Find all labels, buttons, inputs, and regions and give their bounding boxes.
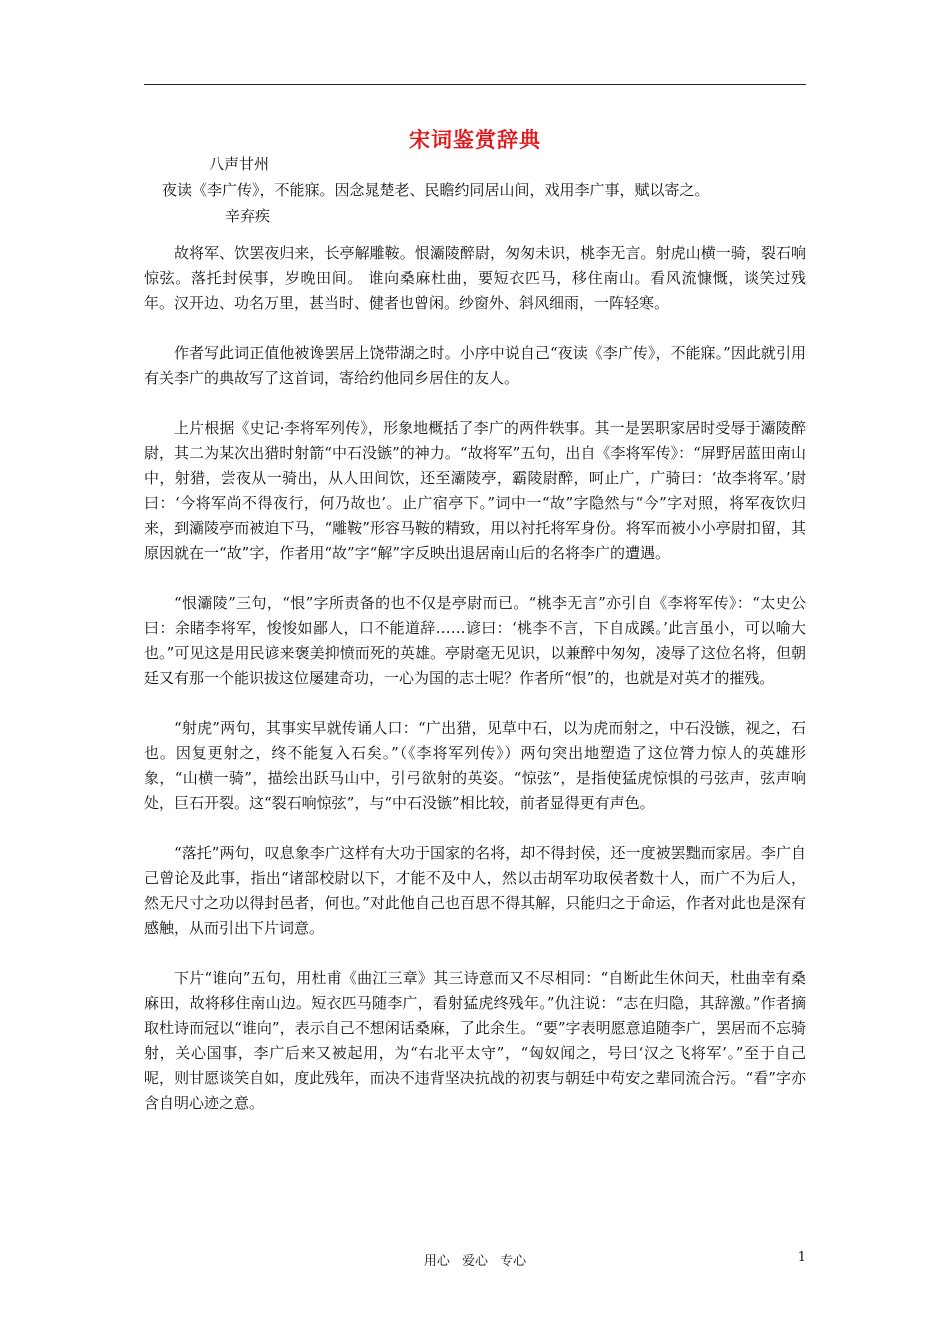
paragraph: “落托”两句，叹息象李广这样有大功于国家的名将，却不得封侯，还一度被罢黜而家居。李广自己曾论及此事，指出“诸部校尉以下，才能不及中人，然以击胡军功取侯者数十人，而广不为后人，然无尺寸之功以得封邑者，何也。”对此他自己也百思不得其解，只能归之于命运，作者对此也是深有感触，从而引出下片词意。 [144, 844, 806, 937]
page-number: 1 [797, 1250, 806, 1265]
paragraph: 作者写此词正值他被谗罢居上饶带湖之时。小序中说自己“夜读《李广传》，不能寐。”因此就引用有关李广的典故写了这首词，寄给约他同乡居住的友人。 [144, 344, 806, 387]
paragraph: 下片“谁向”五句，用杜甫《曲江三章》其三诗意而又不尽相同：“自断此生休问天，杜曲幸有桑麻田，故将移住南山边。短衣匹马随李广，看射猛虎终残年。”仇注说：“志在归隐，其辞激。”作者摘取杜诗而冠以“谁向”，表示自己不想闲话桑麻，了此余生。“要”字表明愿意追随李广，罢居而不忘骑射，关心国事，李广后来又被起用，为“右北平太守”，“匈奴闻之，号曰‘汉之飞将军’。”至于自己呢，则甘愿谈笑自如，度此残年，而决不违背坚决抗战的初衷与朝廷中苟安之辈同流合污。“看”字亦含自明心迹之意。 [144, 969, 806, 1112]
paragraph: “恨灞陵”三句，“恨”字所责备的也不仅是亭尉而已。“桃李无言”亦引自《李将军传》：“太史公曰：余睹李将军，悛悛如鄙人，口不能道辞……谚曰：‘桃李不言，下自成蹊。’此言虽小，可以喻大也。”可见这是用民谚来褒美抑愤而死的英雄。亭尉毫无见识，以兼醉中匆匆，凌辱了这位名将，但朝廷又有那一个能识拔这位屡建奇功，一心为国的志士呢？作者所“恨”的，也就是对英才的摧残。 [144, 594, 806, 687]
article-body [144, 241, 806, 1141]
header-rule [144, 84, 806, 85]
document-title: 宋词鉴赏辞典 [409, 127, 541, 152]
poem-tune: 八声甘州 [209, 155, 270, 173]
poem-author: 辛弃疾 [225, 207, 271, 225]
paragraph: “射虎”两句，其事实早就传诵人口：“广出猎，见草中石，以为虎而射之，中石没镞，视之，石也。因复更射之，终不能复入石矣。”（《李将军列传》）两句突出地塑造了这位膂力惊人的英雄形象，“山横一骑”，描绘出跃马山中，引弓欲射的英姿。“惊弦”，是指使猛虎惊惧的弓弦声，弦声响处，巨石开裂。这“裂石响惊弦”，与“中石没镞”相比较，前者显得更有声色。 [144, 719, 806, 812]
poem-preface: 夜读《李广传》，不能寐。因念晁楚老、民瞻约同居山间，戏用李广事，赋以寄之。 [162, 181, 710, 199]
paragraph: 上片根据《史记·李将军列传》，形象地概括了李广的两件轶事。其一是罢职家居时受辱于灞陵醉尉，其二为某次出猎时射箭“中石没镞”的神力。“故将军”五句，出自《李将军传》：“屏野居蓝田南山中，射猎，尝夜从一骑出，从人田间饮，还至灞陵亭，霸陵尉醉，呵止广，广骑曰：‘故李将军。’尉曰：‘今将军尚不得夜行，何乃故也’。止广宿亭下。”词中一“故”字隐然与“今”字对照，将军夜饮归来，到灞陵亭而被迫下马，“雕鞍”形容马鞍的精致，用以衬托将军身份。将军而被小小亭尉扣留，其原因就在一“故”字，作者用“故”字“解”字反映出退居南山后的名将李广的遭遇。 [144, 419, 806, 562]
footer-motto: 用心 爱心 专心 [423, 1254, 527, 1269]
poem-text: 故将军、饮罢夜归来，长亭解雕鞍。恨灞陵醉尉，匆匆未识，桃李无言。射虎山横一骑，裂石响惊弦。落托封侯事，岁晚田间。 谁向桑麻杜曲，要短衣匹马，移住南山。看风流慷慨，谈笑过残年。汉开边、功名万里，甚当时、健者也曾闲。纱窗外、斜风细雨，一阵轻寒。 [144, 244, 806, 312]
